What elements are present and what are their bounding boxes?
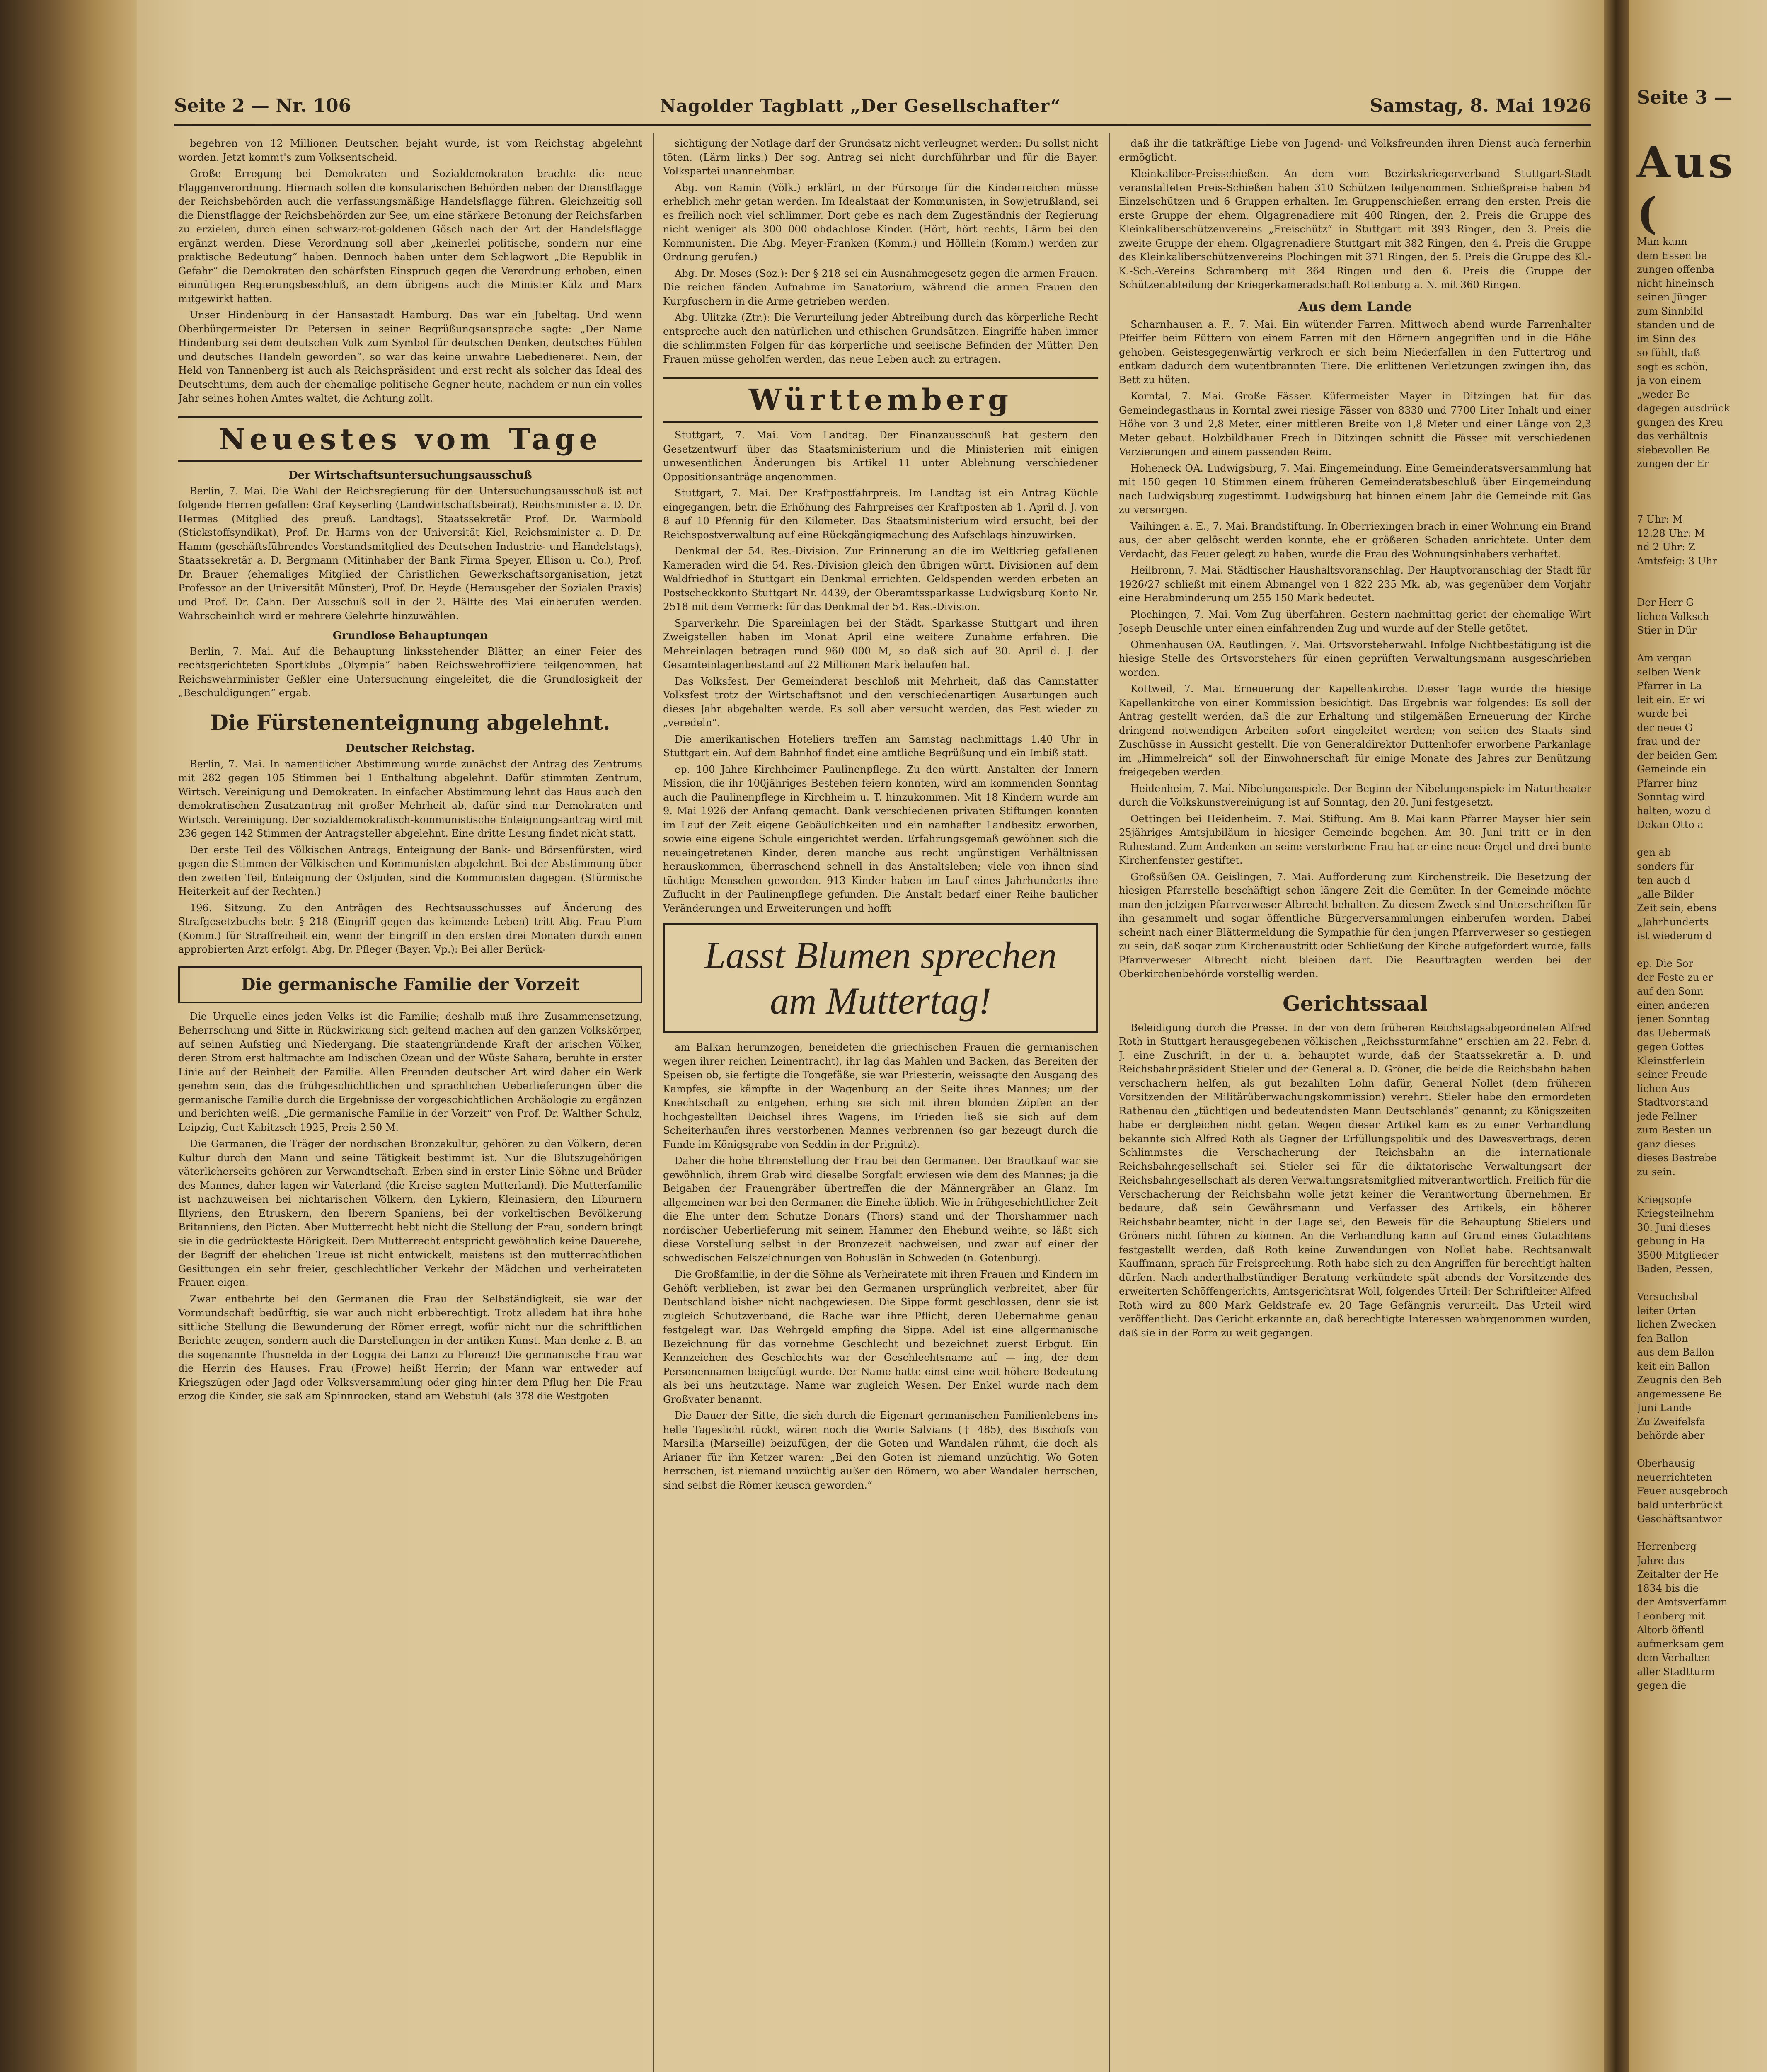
adjacent-page-line: aufmerksam gem: [1637, 1638, 1724, 1650]
adjacent-page-line: nicht hineinsch: [1637, 277, 1714, 289]
adjacent-page-line: gegen die: [1637, 1680, 1687, 1691]
adjacent-page-line: ist wiederum d: [1637, 930, 1712, 942]
adjacent-page-line: Zeitalter der He: [1637, 1569, 1719, 1580]
article-heading-fuerstenenteignung: Die Fürstenenteignung abgelehnt.: [210, 710, 610, 735]
news-item: Großsüßen OA. Geislingen, 7. Mai. Aufforderung zum Kirchenstreik. Die Besetzung der hiesigen Pfarrstelle beschäftigt schon längere Zeit die Gemüter. In der Gemeinde möchte man den jetzigen Pfarrverweser Albrecht behalten. Zu diesem Zweck sind Unterschriften für ihn gesammelt und sogar öffentliche Bürgerversammlungen einberufen worden. Dabei scheint nach einer Blättermeldung die Sympathie für den jungen Pfarrverweser so gestiegen zu sein, daß sogar zum Kirchenaustritt oder Schließung der Kirche aufgefordert wurde, falls Pfarrverweser Albrecht nicht bleiben darf. Die Beauftragten werden bei der Oberkirchenbehörde vorstellig werden.: [1119, 871, 1591, 980]
adjacent-page-line: Zeit sein, ebens: [1637, 902, 1717, 914]
adjacent-page-line: [1637, 471, 1761, 485]
adjacent-page-line: siebevollen Be: [1637, 444, 1710, 456]
adjacent-page-line: Altorb öffentl: [1637, 1624, 1704, 1636]
article-subheading: Deutscher Reichstag.: [345, 742, 475, 755]
adjacent-page-line: ep. Die Sor: [1637, 958, 1693, 969]
adjacent-page-line: zum Besten un: [1637, 1124, 1712, 1136]
news-item: Heidenheim, 7. Mai. Nibelungenspiele. Der Beginn der Nibelungenspiele im Naturtheater durch die Volkskunstvereinigung ist auf Sonntag, den 20. Juni festgesetzt.: [1119, 782, 1591, 808]
column-2: [663, 137, 1098, 2072]
adjacent-page-line: [1637, 1526, 1761, 1540]
adjacent-page-line: gebung in Ha: [1637, 1235, 1705, 1247]
adjacent-page-line: Sonntag wird: [1637, 791, 1705, 803]
article-paragraph: sichtigung der Notlage darf der Grundsatz nicht verleugnet werden: Du sollst nicht töten. (Lärm links.) Der sog. Antrag sei nicht durchführbar und für die Bayer. Volkspartei unannehmbar.: [663, 138, 1098, 177]
article-paragraph: Berlin, 7. Mai. Die Wahl der Reichsregierung für den Untersuchungsausschuß ist auf folgende Herren gefallen: Graf Keyserling (Landwirtschaftsbeirat), Reichsminister a. D. Dr. Hermes (Mitglied des preuß. Landtags), Staatssekretär Prof. Dr. Warmbold (Stickstoffsyndikat), Prof. Dr. Harms von der Universität Kiel, Reichsminister a. D. Dr. Hamm (geschäftsführendes Vorstandsmitglied des Deutschen Industrie- und Handelstags), Staatssekretär a. D. Bergmann (Mitinhaber der Bank Firma Speyer, Ellison u. Co.), Prof. Dr. Brauer (ehemaliges Mitglied der Christlichen Gewerkschaftsorganisation, jetzt Professor an der Universität Münster), Prof. Dr. Heyde (Herausgeber der Sozialen Praxis) und Prof. Dr. Cahn. Der Ausschuß soll in der 2. Hälfte des Mai einberufen werden. Wahrscheinlich wird er mehrere Gelehrte hinzuwählen.: [178, 485, 642, 622]
adjacent-page-line: ganz dieses: [1637, 1138, 1696, 1150]
article-paragraph: am Balkan herumzogen, beneideten die griechischen Frauen die germanischen wegen ihrer reichen Leinentracht), ihr lag das Mahlen und Backen, das Bereiten der Speisen ob, sie fertigte die Tongefäße, sie war Priesterin, weissagte den Ausgang des Kampfes, sie kämpfte in der Wagenburg an der Seite ihres Mannes; um der Knechtschaft zu entgehen, erhing sie sich mit ihren blonden Zöpfen an der hochgestellten Deichsel ihres Wagens, im Frieden ließ sie sich auf dem Scheiterhaufen ihres verstorbenen Mannes verbrennen (so gar bezeugt durch die Funde im Königsgrabe von Seddin in der Prignitz).: [663, 1041, 1098, 1150]
column-rule-2: [1109, 133, 1110, 2072]
ad-line: Lasst Blumen sprechen: [704, 934, 1057, 976]
adjacent-page-line: [1637, 485, 1761, 499]
news-item: ep. 100 Jahre Kirchheimer Paulinenpflege. Zu den württ. Anstalten der Innern Mission, die ihr 100jähriges Bestehen feiern konnten, wird am kommenden Sonntag auch die Paulinenpflege in Kirchheim u. T. hinzukommen. Mit 18 Kindern wurde am 9. Mai 1926 der Anfang gemacht. Dank verschiedenen privaten Stiftungen konnten im Lauf der Zeit eigene Gebäulichkeiten und ein namhafter Landbesitz erworben, sowie eine eigene Schule eingerichtet werden. Erfahrungsgemäß gewöhnen sich die neueingetretenen Kinder, deren manche aus recht ungünstigen Verhältnissen herauskommen, überraschend schnell in das Anstaltsleben; viele von ihnen sind tüchtige Menschen geworden. 913 Kinder haben im Lauf eines Jahrhunderts ihre Zuflucht in der Paulinenpflege gefunden. Die Anstalt bedarf einer Reihe baulicher Veränderungen und Erweiterungen und hofft: [663, 763, 1098, 914]
masthead-date: Samstag, 8. Mai 1926: [1370, 95, 1591, 116]
adjacent-page-line: zu sein.: [1637, 1166, 1676, 1178]
adjacent-page-line: Oberhausig: [1637, 1457, 1696, 1469]
adjacent-page-line: 7 Uhr: M: [1637, 513, 1683, 525]
adjacent-page-line: leit ein. Er wi: [1637, 694, 1705, 706]
article-paragraph: Die Germanen, die Träger der nordischen Bronzekultur, gehören zu den Völkern, deren Kultur durch den Mann und seine Tätigkeit bestimmt ist. Nur die Blutszugehörigen väterlicherseits gehören zur Verwandtschaft. Erben sind in erster Linie Söhne und Brüder des Mannes, daher lagen wir Vaterland (die Kreise sagten Mutterland). Die Mutterfamilie ist nachzuweisen bei nichtarischen Völkern, den Lykiern, Kleinasiern, den Liburnern Illyriens, den Etruskern, den Iberern Spaniens, bei der vorkeltischen Bevölkerung Britanniens, den Picten. Aber Mutterrecht hebt nicht die Stellung der Frau, sondern bringt sie in die gedrückteste Hörigkeit. Dem Mutterrecht entspricht gewöhnlich keine Dauerehe, der Begriff der ehelichen Treue ist nicht entwickelt, meistens ist den mutterrechtlichen Gesittungen ein sehr freier, geschlechtlicher Verkehr der Mädchen und verheirateten Frauen eigen.: [178, 1138, 642, 1288]
adjacent-page-line: Leonberg mit: [1637, 1610, 1705, 1622]
column-1: [178, 137, 642, 2072]
adjacent-page-line: [1637, 638, 1761, 652]
adjacent-page-line: neuerrichteten: [1637, 1471, 1712, 1483]
adjacent-page-line: Pfarrer in La: [1637, 680, 1702, 692]
ad-line: am Muttertag!: [770, 980, 992, 1022]
column-rule-1: [653, 133, 654, 2072]
adjacent-page-line: angemessene Be: [1637, 1388, 1722, 1400]
news-item: Die amerikanischen Hoteliers treffen am Samstag nachmittags 1.40 Uhr in Stuttgart ein. Auf dem Bahnhof findet eine amtliche Begrüßung und ein Imbiß statt.: [663, 733, 1098, 759]
adjacent-page-line: [1637, 1276, 1761, 1290]
article-paragraph: Unser Hindenburg in der Hansastadt Hamburg. Das war ein Jubeltag. Und wenn Oberbürgermeister Dr. Petersen in seiner Begrüßungsansprache sagte: „Der Name Hindenburg sei dem deutschen Volk zum Symbol für deutschen Denken, deutsches Fühlen und deutsches Handeln geworden“, so war das keine unwahre Liebedienerei. Nein, der Held von Tannenberg ist auch als Reichspräsident und erst recht als solcher das Ideal des Deutschtums, dem auch der ehemalige politische Gegner heute, nachdem er nun ein volles Jahr seines hohen Amtes waltet, die Achtung zollt.: [178, 309, 642, 404]
column-3: [1119, 137, 1591, 2072]
article-paragraph: Berlin, 7. Mai. Auf die Behauptung linksstehender Blätter, an einer Feier des rechtsgerichteten Sportklubs „Olympia“ haben Reichswehroffiziere teilgenommen, hat Reichswehrminister Geßler eine Untersuchung eingeleitet, die die Grundlosigkeit der „Beschuldigungen“ ergab.: [178, 645, 642, 699]
adjacent-page-line: leiter Orten: [1637, 1305, 1696, 1317]
adjacent-page-line: [1637, 568, 1761, 582]
adjacent-page-line: der beiden Gem: [1637, 749, 1718, 761]
news-item: Denkmal der 54. Res.-Division. Zur Erinnerung an die im Weltkrieg gefallenen Kameraden wird die 54. Res.-Division gleich den übrigen württ. Divisionen auf dem Waldfriedhof in Stuttgart ein Denkmal errichten. Geldspenden werden erbeten an Postscheckkonto Stuttgart Nr. 4439, der Oberamtssparkasse Ludwigsburg Konto Nr. 2518 mit dem Vermerk: für das Denkmal der 54. Res.-Division.: [663, 545, 1098, 612]
news-item: Ohmenhausen OA. Reutlingen, 7. Mai. Ortsvorsteherwahl. Infolge Nichtbestätigung ist die hiesige Stelle des Ortsvorstehers für einen geprüften Verwaltungsmann ausgeschrieben worden.: [1119, 639, 1591, 678]
adjacent-page-line: Versuchsbal: [1637, 1291, 1698, 1302]
adjacent-page-line: 12.28 Uhr: M: [1637, 527, 1705, 539]
article-paragraph: Beleidigung durch die Presse. In der von dem früheren Reichstagsabgeordneten Alfred Roth in Stuttgart herausgegebenen völkischen „Reichssturmfahne“ erschien am 22. Febr. d. J. eine Zuschrift, in der u. a. behauptet wurde, daß der Staatssekretär a. D. und Reichsbahnpräsident Stieler und der General a. D. Gröner, die beide die Reichsbahn haben verschachern helfen, als gut bezahlten Lohn dafür, General Nollet (dem früheren Vorsitzenden der Militärüberwachungskommission) verehrt. Stieler habe den ermordeten Rathenau den „tüchtigen und bedeutendsten Mann Deutschlands“ genannt; zu Königszeiten habe er dergleichen nicht getan. Wegen dieser Artikel kam es zu einer Verhandlung bekannte sich Alfred Roth als Gegner der Erfüllungspolitik und des Dawesvertrags, deren Schlimmstes die Verschacherung der Reichsbahn an die internationale Reichsbahngesellschaft sei. Stieler sei für die diktatorische Verwaltungsart der Reichsbahngesellschaft als deren Verwaltungsratsmitglied mitverantwortlich. Freilich für die Verschacherung der Reichsbahn wolle jetzt keiner die Verantwortung übernehmen. Er bedaure, daß sein Gewährsmann und Verfasser des Artikels, ein höherer Reichsbahnbeamter, nicht in der Lage sei, den Beweis für die Behauptung Stielers und Gröners nicht führen zu können. An die Verhandlung kann auf Grund eines Gutachtens festgestellt werden, daß Roth keine Zuwendungen von Nollet habe. Rechtsanwalt Kauffmann, sprach für Freisprechung. Roth habe sich zu den Angriffen für berechtigt halten dürfen. Nach anderthalbstündiger Beratung verkündete spät abends der Vorsitzende des erweiterten Schöffengerichts, Amtsgerichtsrat Woll, folgendes Urteil: Der Schriftleiter Alfred Roth wird zu 800 Mark Geldstrafe ev. 20 Tage Gefängnis verurteilt. Das Urteil wird veröffentlicht. Das Gericht erkannte an, daß berechtigte Interessen wahrgenommen wurden, daß sie in der Form zu weit gegangen.: [1119, 1021, 1591, 1339]
adjacent-page-line: lichen Volksch: [1637, 610, 1709, 622]
adjacent-page-line: das Uebermaß: [1637, 1027, 1711, 1039]
article-paragraph: 196. Sitzung. Zu den Anträgen des Rechtsausschusses auf Änderung des Strafgesetzbuchs betr. § 218 (Eingriff gegen das keimende Leben) tritt Abg. Frau Plum (Komm.) für Straffreiheit ein, wenn der Eingriff in den ersten drei Monaten durch einen approbierten Arzt erfolgt. Abg. Dr. Pfleger (Bayer. Vp.): Bei aller Berück-: [178, 902, 642, 955]
adjacent-page-line: dagegen ausdrück: [1637, 402, 1730, 414]
adjacent-page-line: zungen der Er: [1637, 458, 1709, 470]
adjacent-page-line: Kleinstferlein: [1637, 1055, 1705, 1067]
adjacent-page-line: Stadtvorstand: [1637, 1097, 1708, 1108]
masthead: [174, 87, 1591, 126]
adjacent-page-line: jenen Sonntag: [1637, 1013, 1710, 1025]
news-item: Hoheneck OA. Ludwigsburg, 7. Mai. Eingemeindung. Eine Gemeinderatsversammlung hat mit 150 gegen 10 Stimmen einem früheren Gemeinderatsbeschluß über Eingemeindung nach Ludwigsburg zugestimmt. Ludwigsburg hat binnen einem Jahr die Gemeinde mit Gas zu versorgen.: [1119, 462, 1591, 516]
adjacent-page-line: ja von einem: [1637, 375, 1701, 386]
article-heading: Grundlose Behauptungen: [332, 629, 488, 642]
book-gutter: [1604, 0, 1629, 2072]
adjacent-page-line: [1637, 582, 1761, 596]
adjacent-page-header: Seite 3 —: [1637, 87, 1733, 108]
article-paragraph: Abg. Ulitzka (Ztr.): Die Verurteilung jeder Abtreibung durch das körperliche Recht entspreche auch den natürlichen und ethischen Grundsätzen. Eingriffe haben immer die schlimmsten Folgen für das körperliche und seelische Befinden der Mütter. Den Frauen müsse geholfen werden, das neue Leben auch zu ertragen.: [663, 312, 1098, 365]
adjacent-page-line: lichen Aus: [1637, 1082, 1690, 1094]
adjacent-page-line: dem Verhalten: [1637, 1652, 1711, 1663]
news-item: Plochingen, 7. Mai. Vom Zug überfahren. Gestern nachmittag geriet der ehemalige Wirt Joseph Deuschle unter einen einfahrenden Zug und wurde auf der Stelle getötet.: [1119, 608, 1591, 634]
news-item: Stuttgart, 7. Mai. Der Kraftpostfahrpreis. Im Landtag ist ein Antrag Küchle eingegangen, betr. die Erhöhung des Fahrpreises der Kraftposten ab 1. April d. J. von 8 auf 10 Pfennig für den Kilometer. Das Staatsministerium wird ersucht, bei der Reichspostverwaltung auf eine Rückgängigmachung des Aufschlags hinzuwirken.: [663, 487, 1098, 541]
article-paragraph: Die Urquelle eines jeden Volks ist die Familie; deshalb muß ihre Zusammensetzung, Beherrschung und Sitte in Rückwirkung sich geltend machen auf den ganzen Volkskörper, auf seinen Aufstieg und Niedergang. Die staatengründende Kraft der arischen Völker, deren Strom erst haltmachte am Indischen Ozean und der Wüste Sahara, beruhte in erster Linie auf der Reinheit der Familie. Allen Freunden deutscher Art wird daher ein Werk genehm sein, das die frühgeschichtlichen und sprachlichen Ueberlieferungen über die germanische Familie durch die Ergebnisse der vorgeschichtlichen Archäologie zu ergänzen und berichten weiß. „Die germanische Familie in der Vorzeit“ von Prof. Dr. Walther Schulz, Leipzig, Curt Kabitzsch 1925, Preis 2.50 M.: [178, 1010, 642, 1133]
adjacent-page-line: Stier in Dür: [1637, 625, 1697, 636]
news-item: Korntal, 7. Mai. Große Fässer. Küfermeister Mayer in Ditzingen hat für das Gemeindegasthaus in Korntal zwei riesige Fässer von 8330 und 7700 Liter Inhalt und einer Höhe von 3 und 2,8 Meter, einer mittleren Breite von 1,8 Meter und einer Länge von 2,3 Meter gebaut. Holzbildhauer Frech in Ditzingen schnitt die Fässer mit verschiedenen Verzierungen und einem passenden Reim.: [1119, 390, 1591, 457]
adjacent-page-line: Man kann: [1637, 236, 1687, 247]
article-paragraph: Zwar entbehrte bei den Germanen die Frau der Selbständigkeit, sie war der Vormundschaft bedürftig, sie war auch nicht erbberechtigt. Trotz alledem hat ihre hohe sittliche Stellung die Bewunderung der Römer erregt, wofür nicht nur die schriftlichen Berichte zeugen, sondern auch die Darstellungen in der antiken Kunst. Man denke z. B. an die sogenannte Thusnelda in der Loggia dei Lanzi zu Florenz! Die germanische Frau war die Herrin des Hauses. Frau (Frowe) heißt Herrin; der Mann war entweder auf Kriegszügen oder Jagd oder Volksversammlung oder ging hinter dem Pflug her. Die Frau erzog die Kinder, sie saß am Spinnrocken, stand am Webstuhl (als 378 die Westgoten: [178, 1293, 642, 1402]
adjacent-page-line: halten, wozu d: [1637, 805, 1711, 817]
news-item: Das Volksfest. Der Gemeinderat beschloß mit Mehrheit, daß das Cannstatter Volksfest trotz der Wirtschaftsnot und den verschiedenartigen Ausartungen auch dieses Jahr abgehalten werde. Es soll aber versucht werden, das Fest wieder zu „veredeln“.: [663, 675, 1098, 729]
article-paragraph: Die Dauer der Sitte, die sich durch die Eigenart germanischen Familienlebens ins helle Tageslicht rückt, wären noch die Worte Salvians († 485), des Bischofs von Marsilia (Marseille) beizufügen, der die Goten und Wandalen rühmt, die doch als Arianer für ihn Ketzer waren: „Bei den Goten ist niemand unzüchtig. Wo Goten herrschen, ist niemand unzüchtig außer den Römern, wo aber Wandalen herrschen, sind selbst die Römer keusch geworden.“: [663, 1410, 1098, 1491]
adjacent-page-line: dem Essen be: [1637, 249, 1707, 261]
adjacent-page-line: der Amtsverfamm: [1637, 1596, 1728, 1608]
adjacent-page-line: Zeugnis den Beh: [1637, 1374, 1722, 1386]
news-item: Sparverkehr. Die Spareinlagen bei der Städt. Sparkasse Stuttgart und ihren Zweigstellen haben im Monat April eine weitere Zunahme erfahren. Die Mehreinlagen betragen rund 960 000 M, so daß sich auf 30. April d. J. der Gesamteinlagenbestand auf 22 Millionen Mark belaufen hat.: [663, 617, 1098, 670]
article-heading-germanische-familie: Die germanische Familie der Vorzeit: [178, 966, 642, 1003]
masthead-page-number: Seite 2 — Nr. 106: [174, 95, 351, 116]
adjacent-page-line: Geschäftsantwor: [1637, 1513, 1722, 1525]
news-item: Kottweil, 7. Mai. Erneuerung der Kapellenkirche. Dieser Tage wurde die hiesige Kapellenkirche von einer Kommission besichtigt. Das Ergebnis war folgendes: Es soll der Antrag gestellt werden, daß die zur Erhaltung und stilgemäßen Erneuerung der Kirche dringend notwendigen Arbeiten sofort eingeleitet werden; von seiten des Staats sind Zuschüsse in Aussicht gestellt. Die von Generaldirektor Duttenhofer erworbene Parkanlage im „Himmelreich“ soll der Einwohnerschaft für einige Monate des Jahres zur Benützung freigegeben werden.: [1119, 683, 1591, 778]
section-heading-aus-dem-lande: Aus dem Lande: [1298, 298, 1412, 315]
article-paragraph: Die Großfamilie, in der die Söhne als Verheiratete mit ihren Frauen und Kindern im Gehöft verblieben, ist zwar bei den Germanen ursprünglich verbreitet, aber für Deutschland bisher nicht nachgewiesen. Die Sippe formt geschlossen, denn sie ist zugleich Schutzverband, die Rache war ihre Pflicht, deren Uebernahme genau festgelegt war. Das Wehrgeld empfing die Sippe. Adel ist eine allgermanische Bezeichnung für das vornehme Geschlecht und bezeichnet zuerst Erbgut. Ein Kennzeichen des Geschlechts war der Geschlechtsname auf — ing, der dem Personennamen beigefügt wurde. Der Name hatte einst eine weit höhere Bedeutung als bei uns heutzutage. Name war zugleich Wesen. Der Enkel wurde nach dem Großvater benannt.: [663, 1268, 1098, 1405]
news-item: Stuttgart, 7. Mai. Vom Landtag. Der Finanzausschuß hat gestern den Gesetzentwurf über das Staatsministerium und die Ministerien mit einigen unwesentlichen Änderungen bis Artikel 11 unter Ablehnung verschiedener Oppositionsanträge angenommen.: [663, 429, 1098, 483]
adjacent-page-line: Der Herr G: [1637, 597, 1694, 608]
adjacent-page-line: [1637, 207, 1761, 221]
adjacent-page-line: lichen Zwecken: [1637, 1319, 1716, 1330]
adjacent-page-line: Jahre das: [1637, 1554, 1685, 1566]
news-item: Scharnhausen a. F., 7. Mai. Ein wütender Farren. Mittwoch abend wurde Farrenhalter Pfeiffer beim Füttern von einem Farren mit den Hörnern angegriffen und in die Höhe gehoben. Geistesgegenwärtig verkroch er sich beim Niederfallen in den Futtertrog und entkam dadurch dem wutentbrannten Tiere. Die erlittenen Verletzungen zwingen ihn, das Bett zu hüten.: [1119, 318, 1591, 386]
article-paragraph: Abg. von Ramin (Völk.) erklärt, in der Fürsorge für die Kinderreichen müsse erheblich mehr getan werden. Im Idealstaat der Kommunisten, in Sowjetrußland, sei es freilich noch viel schlimmer. Dort gebe es nach dem Zugeständnis der Regierung nicht weniger als 300 000 obdachlose Kinder. (Hört, hört rechts, Lärm bei den Kommunisten. Die Abg. Meyer-Franken (Komm.) und Hölllein (Komm.) werden zur Ordnung gerufen.): [663, 182, 1098, 263]
adjacent-page-line: nd 2 Uhr: Z: [1637, 541, 1695, 553]
adjacent-page-line: gungen des Kreu: [1637, 416, 1723, 428]
section-title-wuerttemberg: Württemberg: [663, 377, 1098, 423]
adjacent-page-line: Zu Zweifelsfa: [1637, 1416, 1706, 1428]
adjacent-page-line: fen Ballon: [1637, 1332, 1688, 1344]
article-paragraph: Daher die hohe Ehrenstellung der Frau bei den Germanen. Der Brautkauf war sie gewöhnlich, ihrem Grab wird dieselbe Sorgfalt erwiesen wie dem des Mannes; ja die Beigaben der Frauengräber übertreffen die der Männergräber an Glanz. Im allgemeinen war bei den Germanen die Einehe üblich. Wie in frühgeschichtlicher Zeit die Ehe unter dem Schutze Donars (Thors) stand und der Thorshammer nach nordischer Ueberlieferung mit seinem Hammer den Ehebund weihte, so läßt sich diese Vorstellung selbst in der Bronzezeit nachweisen, und zwar auf einer der schwedischen Felszeichnungen von Bohuslän in Schweden (n. Gotenburg).: [663, 1155, 1098, 1264]
advertisement-muttertag: [663, 923, 1098, 1033]
adjacent-page-line: auf den Sonn: [1637, 985, 1704, 997]
adjacent-page-line: seinen Jünger: [1637, 291, 1707, 303]
adjacent-page-line: jede Fellner: [1637, 1110, 1697, 1122]
adjacent-page-line: „weder Be: [1637, 388, 1690, 400]
adjacent-page-line: zum Sinnbild: [1637, 305, 1703, 317]
section-title-neuestes: Neuestes vom Tage: [178, 416, 642, 462]
adjacent-page-line: Am vergan: [1637, 652, 1692, 664]
adjacent-page-line: selben Wenk: [1637, 666, 1701, 678]
article-paragraph: Große Erregung bei Demokraten und Sozialdemokraten brachte die neue Flaggenverordnung. Hiernach sollen die konsularischen Behörden neben der Dienstflagge der Reichsbehörden auch die verfassungsmäßige Handelsflagge führen. Gleichzeitig soll die Dienstflagge der Reichsbehörden zur See, um eine stärkere Betonung der Reichsfarben zu erzielen, durch einen schwarz-rot-goldenen Gösch nach der Art der Handelsflagge ergänzt werden. Diese Verordnung soll aber „keinerlei politische, sondern nur eine praktische Bedeutung“ haben. Dennoch haben unter dem Schlagwort „Die Republik in Gefahr“ die Demokraten den schärfsten Einspruch gegen die Verordnung erhoben, einen einmütigen Regierungsbeschluß, an dem übrigens auch die Minister Külz und Marx mitgewirkt hatten.: [178, 168, 642, 305]
adjacent-page-line: sogt es schön,: [1637, 361, 1709, 373]
news-item: Vaihingen a. E., 7. Mai. Brandstiftung. In Oberriexingen brach in einer Wohnung ein Brand aus, der aber gelöscht werden konnte, ehe er größeren Schaden anrichtete. Unter dem Verdacht, das Feuer gelegt zu haben, wurde die Frau des Wohnungsinhabers verhaftet.: [1119, 520, 1591, 560]
adjacent-page-line: [1637, 943, 1761, 957]
adjacent-page-line: zungen offenba: [1637, 264, 1715, 275]
adjacent-page-line: frau und der: [1637, 736, 1700, 747]
adjacent-page-line: Feuer ausgebroch: [1637, 1485, 1728, 1497]
adjacent-page-line: [1637, 1443, 1761, 1457]
adjacent-page: [1629, 0, 1767, 2072]
adjacent-page-line: [1637, 1179, 1761, 1193]
adjacent-page-line: [1637, 221, 1761, 235]
adjacent-page-line: einen anderen: [1637, 999, 1710, 1011]
article-paragraph: Der erste Teil des Völkischen Antrags, Enteignung der Bank- und Börsenfürsten, wird gegen die Stimmen der Völkischen und Kommunisten abgelehnt. Bei der Abstimmung über den zweiten Teil, Enteignung der Ostjuden, sind die Kommunisten dagegen. (Stürmische Heiterkeit auf der Rechten.): [178, 844, 642, 897]
article-paragraph: Abg. Dr. Moses (Soz.): Der § 218 sei ein Ausnahmegesetz gegen die armen Frauen. Die reichen fänden Aufnahme im Sanatorium, während die armen Frauen den Kurpfuschern in die Arme getrieben werden.: [663, 267, 1098, 307]
adjacent-page-text: [1637, 207, 1761, 2072]
adjacent-page-line: wurde bei: [1637, 708, 1687, 719]
adjacent-page-line: „alle Bilder: [1637, 888, 1694, 900]
adjacent-page-line: [1637, 832, 1761, 846]
adjacent-page-line: aller Stadtturm: [1637, 1665, 1715, 1677]
article-paragraph: Kleinkaliber-Preisschießen. An dem vom Bezirkskriegerverband Stuttgart-Stadt veranstalteten Preis-Schießen haben 310 Schützen teilgenommen. Schießpreise haben 54 Einzelschützen und 6 Gruppen erhalten. Im Gruppenschießen errang den ersten Preis die erste Gruppe der ehem. Olgagrenadiere mit 400 Ringen, den 2. Preis die Gruppe des Kleinkaliberschützenvereins „Freischütz“ in Stuttgart mit 393 Ringen, den 3. Preis die zweite Gruppe der ehem. Olgagrenadiere Stuttgart mit 382 Ringen, den 4. Preis die Gruppe des Kleinkaliberschützenvereins Plochingen mit 371 Ringen, den 5. Preis die Gruppe des Kl.-K.-Sch.-Vereins Schramberg mit 364 Ringen und den 6. Preis die Gruppe der Schützenabteilung der Kriegerkameradschaft Rottenburg a. N. mit 360 Ringen.: [1119, 168, 1591, 290]
adjacent-page-line: ten auch d: [1637, 874, 1690, 886]
article-paragraph: begehren von 12 Millionen Deutschen bejaht wurde, ist vom Reichstag abgelehnt worden. Jetzt kommt's zum Volksentscheid.: [178, 138, 642, 163]
adjacent-page-line: gen ab: [1637, 847, 1671, 858]
adjacent-page-line: der neue G: [1637, 721, 1693, 733]
adjacent-page-line: 30. Juni dieses: [1637, 1221, 1711, 1233]
adjacent-page-line: „Jahrhunderts: [1637, 916, 1709, 928]
adjacent-page-line: 1834 bis die: [1637, 1582, 1699, 1594]
news-item: Oettingen bei Heidenheim. 7. Mai. Stiftung. Am 8. Mai kann Pfarrer Mayser hier sein 25jähriges Amtsjubiläum in hiesiger Gemeinde begehen. Am 30. Juni tritt er in den Ruhestand. Zum Andenken an seine verstorbene Frau hat er eine neue Orgel und drei bunte Kirchenfenster gestiftet.: [1119, 813, 1591, 866]
adjacent-page-line: das verhältnis: [1637, 430, 1708, 442]
article-paragraph: Berlin, 7. Mai. In namentlicher Abstimmung wurde zunächst der Antrag des Zentrums mit 282 gegen 105 Stimmen bei 1 Enthaltung abgelehnt. Dafür stimmten Zentrum, Wirtsch. Vereinigung und Demokraten. In einfacher Abstimmung lehnt das Haus auch den demokratischen Zusatzantrag mit großer Mehrheit ab, dafür sind nur Demokraten und Wirtsch. Vereinigung. Der sozialdemokratisch-kommunistische Enteignungsantrag wird mit 236 gegen 142 Stimmen der Antragsteller abgelehnt. Eine dritte Lesung findet nicht statt.: [178, 758, 642, 839]
adjacent-page-line: bald unterbrückt: [1637, 1499, 1723, 1511]
adjacent-page-line: [1637, 499, 1761, 513]
adjacent-page-line: Gemeinde ein: [1637, 763, 1706, 775]
adjacent-page-line: Kriegsteilnehm: [1637, 1208, 1714, 1219]
adjacent-page-line: Dekan Otto a: [1637, 819, 1704, 830]
news-item: Heilbronn, 7. Mai. Städtischer Haushaltsvoranschlag. Der Hauptvoranschlag der Stadt für 1926/27 schließt mit einem Abmangel von 1 822 235 Mk. ab, was gegenüber dem Vorjahr eine Herabminderung um 255 150 Mark bedeutet.: [1119, 564, 1591, 604]
adjacent-page-line: seiner Freude: [1637, 1069, 1708, 1080]
adjacent-page-line: standen und de: [1637, 319, 1715, 331]
adjacent-page-line: sonders für: [1637, 860, 1695, 872]
adjacent-page-line: Juni Lande: [1637, 1402, 1692, 1414]
adjacent-page-line: im Sinn des: [1637, 333, 1696, 345]
section-heading-gerichtssaal: Gerichtssaal: [1283, 991, 1428, 1016]
page-binding-edge: [0, 0, 137, 2072]
adjacent-page-line: Pfarrer hinz: [1637, 777, 1698, 789]
adjacent-page-line: der Feste zu er: [1637, 971, 1713, 983]
adjacent-page-line: Amtsfeig: 3 Uhr: [1637, 555, 1717, 567]
adjacent-page-line: 3500 Mitglieder: [1637, 1249, 1719, 1261]
adjacent-page-title: Aus (: [1637, 137, 1736, 239]
adjacent-page-line: dieses Bestrebe: [1637, 1152, 1717, 1164]
article-heading: Der Wirtschaftsuntersuchungsausschuß: [288, 469, 532, 482]
adjacent-page-line: Baden, Pessen,: [1637, 1263, 1713, 1275]
adjacent-page-line: behörde aber: [1637, 1430, 1705, 1441]
adjacent-page-line: so fühlt, daß: [1637, 347, 1700, 358]
masthead-title: Nagolder Tagblatt „Der Gesellschafter“: [660, 95, 1061, 116]
article-paragraph: daß ihr die tatkräftige Liebe von Jugend- und Volksfreunden ihren Dienst auch fernerhin ermöglicht.: [1119, 138, 1591, 163]
adjacent-page-line: Herrenberg: [1637, 1541, 1697, 1552]
adjacent-page-line: gegen Gottes: [1637, 1041, 1704, 1053]
adjacent-page-line: Kriegsopfe: [1637, 1193, 1692, 1205]
adjacent-page-line: keit ein Ballon: [1637, 1360, 1710, 1372]
adjacent-page-line: aus dem Ballon: [1637, 1346, 1714, 1358]
